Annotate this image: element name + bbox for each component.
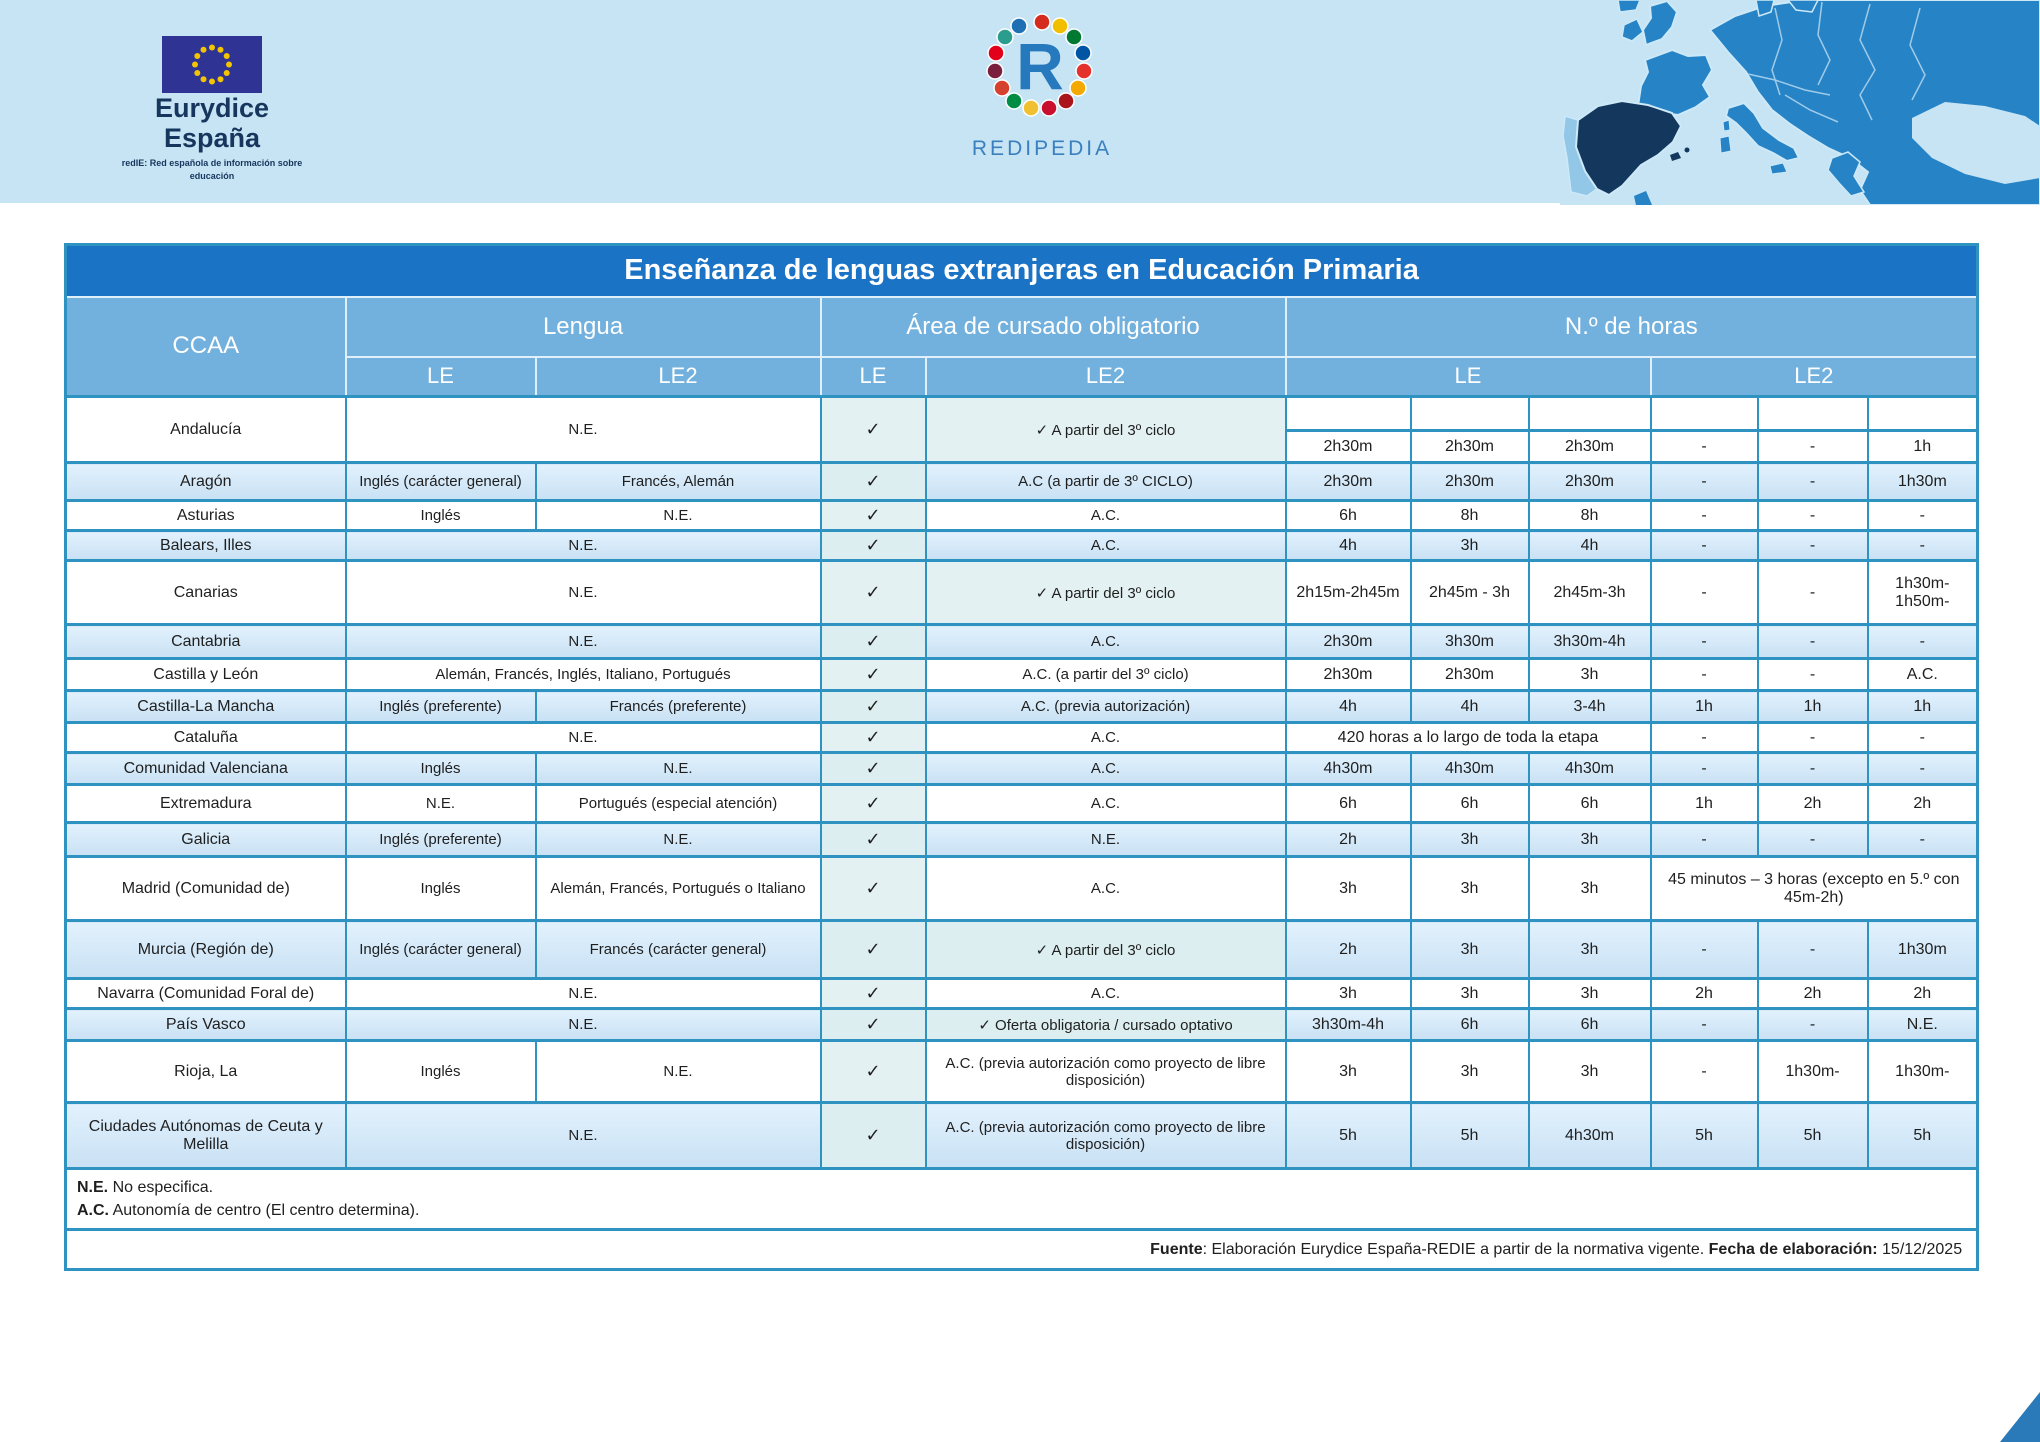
- lengua-le2-cell: Francés, Alemán: [536, 463, 821, 501]
- table-row: [66, 753, 1978, 785]
- area-le-check-cell: ✓: [821, 723, 926, 753]
- hours-cell: 6h: [1529, 785, 1651, 823]
- hours-cell: 2h45m-3h: [1529, 561, 1651, 625]
- area-le2-cell: A.C.: [926, 785, 1286, 823]
- redipedia-logo: [942, 6, 1142, 161]
- group-header-horas: N.º de horas: [1286, 297, 1978, 357]
- ccaa-cell: País Vasco: [66, 1009, 346, 1041]
- hours-cell: -: [1758, 463, 1868, 501]
- area-le-check-cell: ✓: [821, 531, 926, 561]
- hours-cell: 3h: [1286, 979, 1411, 1009]
- ccaa-cell: Cataluña: [66, 723, 346, 753]
- hours-cell: 2h30m: [1286, 625, 1411, 659]
- lengua-le-cell: Inglés: [346, 1041, 536, 1103]
- hours-cell: 8h: [1529, 501, 1651, 531]
- hours-cell: 4h30m: [1411, 753, 1529, 785]
- hours-cell: -: [1868, 823, 1978, 857]
- hours-cell: -: [1651, 753, 1758, 785]
- hours-cell: -: [1868, 625, 1978, 659]
- redipedia-label: REDIPEDIA: [971, 137, 1113, 160]
- area-le2-cell: A.C.: [926, 625, 1286, 659]
- eurydice-logo: [112, 36, 312, 182]
- table-row: [66, 1041, 1978, 1103]
- hours-cell: 5h: [1868, 1103, 1978, 1169]
- note-line: A.C. Autonomía de centro (El centro determina).: [77, 1202, 420, 1220]
- hours-cell: -: [1651, 625, 1758, 659]
- hours-cell: 3h: [1411, 921, 1529, 979]
- ccaa-cell: Asturias: [66, 501, 346, 531]
- ccaa-cell: Aragón: [66, 463, 346, 501]
- area-le2-cell: ✓ A partir del 3º ciclo: [926, 397, 1286, 463]
- lengua-le2-cell: N.E.: [536, 823, 821, 857]
- table-row: [66, 397, 1978, 431]
- lengua-merged-cell: N.E.: [346, 531, 821, 561]
- hours-cell: N.E.: [1868, 1009, 1978, 1041]
- hours-cell: 8h: [1411, 501, 1529, 531]
- table-row: [66, 1103, 1978, 1169]
- hours-cell: 1h: [1758, 691, 1868, 723]
- table-row: [66, 463, 1978, 501]
- eurydice-caption: redIE: Red española de información sobre educación: [121, 158, 303, 181]
- hours-cell: -: [1651, 659, 1758, 691]
- hours-cell: 2h: [1651, 979, 1758, 1009]
- table-row: [66, 979, 1978, 1009]
- table-row: [66, 501, 1978, 531]
- ccaa-cell: Cantabria: [66, 625, 346, 659]
- area-le2-cell: A.C. (a partir del 3º ciclo): [926, 659, 1286, 691]
- ccaa-cell: Comunidad Valenciana: [66, 753, 346, 785]
- area-le2-cell: ✓ A partir del 3º ciclo: [926, 561, 1286, 625]
- hours-cell: 1h: [1868, 691, 1978, 723]
- hours-cell: 2h30m: [1286, 463, 1411, 501]
- eurydice-title-line2: España: [163, 123, 261, 154]
- hours-cell: 6h: [1411, 1009, 1529, 1041]
- hours-cell: 1h: [1868, 431, 1978, 463]
- lengua-le-cell: Inglés: [346, 753, 536, 785]
- hours-cell: 6h: [1529, 1009, 1651, 1041]
- hours-cell: 3h30m-4h: [1286, 1009, 1411, 1041]
- note-line: N.E. No especifica.: [77, 1179, 214, 1196]
- ccaa-cell: Canarias: [66, 561, 346, 625]
- hours-cell: 4h30m: [1529, 753, 1651, 785]
- eurydice-title-line1: Eurydice: [154, 93, 270, 123]
- hours-cell: 2h45m - 3h: [1411, 561, 1529, 625]
- sub-header-lengua-le2: LE2: [536, 357, 821, 397]
- hours-cell: -: [1758, 723, 1868, 753]
- area-le2-cell: A.C. (previa autorización como proyecto de libre disposición): [926, 1041, 1286, 1103]
- hours-cell: -: [1758, 1009, 1868, 1041]
- group-header-lengua: Lengua: [346, 297, 821, 357]
- hours-le2-merged-cell: 45 minutos – 3 horas (excepto en 5.º con 45m-2h): [1651, 857, 1978, 921]
- hours-cell: 3h: [1411, 857, 1529, 921]
- lengua-le-cell: Inglés (preferente): [346, 691, 536, 723]
- ccaa-cell: Galicia: [66, 823, 346, 857]
- ccaa-cell: Extremadura: [66, 785, 346, 823]
- area-le2-cell: A.C.: [926, 531, 1286, 561]
- hours-cell: -: [1651, 531, 1758, 561]
- area-le2-cell: A.C.: [926, 979, 1286, 1009]
- hours-cell: 3h: [1411, 823, 1529, 857]
- hours-cell: -: [1651, 1041, 1758, 1103]
- sub-header-horas-le: LE: [1286, 357, 1651, 397]
- area-le2-cell: A.C. (previa autorización como proyecto de libre disposición): [926, 1103, 1286, 1169]
- hours-cell: 2h30m: [1529, 463, 1651, 501]
- ccaa-cell: Ciudades Autónomas de Ceuta y Melilla: [66, 1103, 346, 1169]
- area-le-check-cell: ✓: [821, 561, 926, 625]
- lengua-le2-cell: Alemán, Francés, Portugués o Italiano: [536, 857, 821, 921]
- hours-cell: 3h: [1286, 857, 1411, 921]
- area-le2-cell: A.C. (previa autorización): [926, 691, 1286, 723]
- ccaa-cell: Balears, Illes: [66, 531, 346, 561]
- ciclo-header-cell: 1º ciclo: [1651, 397, 1758, 431]
- col-header-ccaa: CCAA: [66, 297, 346, 397]
- area-le2-cell: A.C.: [926, 723, 1286, 753]
- hours-cell: 3h30m-4h: [1529, 625, 1651, 659]
- hours-cell: -: [1651, 823, 1758, 857]
- hours-cell: A.C.: [1868, 659, 1978, 691]
- hours-cell: 3h30m: [1411, 625, 1529, 659]
- ciclo-header-cell: 1º ciclo: [1286, 397, 1411, 431]
- europe-map-icon: [1560, 0, 2040, 205]
- lengua-le-cell: Inglés: [346, 857, 536, 921]
- hours-cell: 2h: [1868, 979, 1978, 1009]
- ccaa-cell: Castilla y León: [66, 659, 346, 691]
- table-row: [66, 857, 1978, 921]
- hours-cell: 3h: [1529, 857, 1651, 921]
- hours-cell: -: [1758, 531, 1868, 561]
- area-le-check-cell: ✓: [821, 691, 926, 723]
- area-le-check-cell: ✓: [821, 397, 926, 463]
- table-row: [66, 785, 1978, 823]
- hours-cell: -: [1651, 1009, 1758, 1041]
- hours-cell: 3h: [1411, 979, 1529, 1009]
- redipedia-ring-icon: [978, 6, 1106, 132]
- hours-cell: -: [1758, 501, 1868, 531]
- hours-cell: 2h30m: [1286, 659, 1411, 691]
- table-row: [66, 1009, 1978, 1041]
- hours-cell: 4h: [1529, 531, 1651, 561]
- hours-cell: -: [1651, 501, 1758, 531]
- hours-cell: -: [1758, 753, 1868, 785]
- area-le-check-cell: ✓: [821, 1041, 926, 1103]
- area-le2-cell: A.C.: [926, 753, 1286, 785]
- ccaa-cell: Andalucía: [66, 397, 346, 463]
- hours-cell: 5h: [1411, 1103, 1529, 1169]
- hours-cell: -: [1758, 561, 1868, 625]
- table-row: [66, 723, 1978, 753]
- corner-decoration: [2000, 1392, 2040, 1442]
- table-row: [66, 561, 1978, 625]
- area-le-check-cell: ✓: [821, 659, 926, 691]
- hours-cell: 2h15m-2h45m: [1286, 561, 1411, 625]
- hours-cell: 1h30m-: [1868, 1041, 1978, 1103]
- hours-cell: -: [1758, 431, 1868, 463]
- hours-cell: 2h30m: [1286, 431, 1411, 463]
- area-le2-cell: A.C (a partir de 3º CICLO): [926, 463, 1286, 501]
- lengua-merged-cell: N.E.: [346, 723, 821, 753]
- hours-cell: 2h30m: [1529, 431, 1651, 463]
- table-title: Enseñanza de lenguas extranjeras en Educación Primaria: [66, 245, 1978, 297]
- title-row: [66, 245, 1978, 297]
- hours-cell: -: [1868, 531, 1978, 561]
- hours-cell: 3h: [1411, 531, 1529, 561]
- sub-header-row: [66, 357, 1978, 397]
- hours-le-merged-cell: 420 horas a lo largo de toda la etapa: [1286, 723, 1651, 753]
- hours-cell: 3-4h: [1529, 691, 1651, 723]
- lengua-le-cell: Inglés (carácter general): [346, 463, 536, 501]
- lengua-merged-cell: N.E.: [346, 397, 821, 463]
- area-le-check-cell: ✓: [821, 921, 926, 979]
- hours-cell: 3h: [1529, 659, 1651, 691]
- sub-header-horas-le2: LE2: [1651, 357, 1978, 397]
- area-le-check-cell: ✓: [821, 501, 926, 531]
- source-cell: Fuente: Elaboración Eurydice España-REDIE a partir de la normativa vigente. Fecha de elaboración: 15/12/2025: [66, 1230, 1978, 1270]
- hours-cell: 3h: [1529, 921, 1651, 979]
- area-le-check-cell: ✓: [821, 823, 926, 857]
- hours-cell: 4h: [1286, 691, 1411, 723]
- lengua-le-cell: N.E.: [346, 785, 536, 823]
- table-row: [66, 823, 1978, 857]
- hours-cell: 4h: [1411, 691, 1529, 723]
- hours-cell: 2h: [1868, 785, 1978, 823]
- area-le2-cell: ✓ Oferta obligatoria / cursado optativo: [926, 1009, 1286, 1041]
- hours-cell: -: [1868, 723, 1978, 753]
- lengua-merged-cell: Alemán, Francés, Inglés, Italiano, Portugués: [346, 659, 821, 691]
- ciclo-header-cell: 3º ciclo: [1868, 397, 1978, 431]
- hours-cell: 5h: [1286, 1103, 1411, 1169]
- area-le-check-cell: ✓: [821, 979, 926, 1009]
- area-le2-cell: ✓ A partir del 3º ciclo: [926, 921, 1286, 979]
- hours-cell: 6h: [1411, 785, 1529, 823]
- notes-row: [66, 1169, 1978, 1230]
- ciclo-header-cell: 3º ciclo: [1529, 397, 1651, 431]
- hours-cell: 2h: [1286, 823, 1411, 857]
- hours-cell: 1h30m-: [1758, 1041, 1868, 1103]
- lengua-le-cell: Inglés (preferente): [346, 823, 536, 857]
- area-le-check-cell: ✓: [821, 753, 926, 785]
- ciclo-header-cell: 2º ciclo: [1411, 397, 1529, 431]
- hours-cell: -: [1868, 753, 1978, 785]
- hours-cell: 6h: [1286, 785, 1411, 823]
- svg-text:R: R: [1016, 29, 1064, 103]
- source-row: [66, 1230, 1978, 1270]
- hours-cell: -: [1651, 921, 1758, 979]
- lengua-merged-cell: N.E.: [346, 1009, 821, 1041]
- hours-cell: 4h: [1286, 531, 1411, 561]
- lengua-le2-cell: Francés (carácter general): [536, 921, 821, 979]
- hours-cell: 2h30m: [1411, 659, 1529, 691]
- area-le2-cell: A.C.: [926, 857, 1286, 921]
- ccaa-cell: Murcia (Región de): [66, 921, 346, 979]
- ccaa-cell: Navarra (Comunidad Foral de): [66, 979, 346, 1009]
- lengua-le2-cell: N.E.: [536, 501, 821, 531]
- lengua-merged-cell: N.E.: [346, 625, 821, 659]
- hours-cell: 5h: [1758, 1103, 1868, 1169]
- lengua-merged-cell: N.E.: [346, 979, 821, 1009]
- hours-cell: 1h: [1651, 785, 1758, 823]
- hours-cell: 2h: [1758, 785, 1868, 823]
- hours-cell: 3h: [1529, 823, 1651, 857]
- hours-cell: 3h: [1411, 1041, 1529, 1103]
- hours-cell: 2h30m: [1411, 463, 1529, 501]
- hours-cell: 4h30m: [1286, 753, 1411, 785]
- hours-cell: 3h: [1529, 979, 1651, 1009]
- hours-cell: 4h30m: [1529, 1103, 1651, 1169]
- sub-header-lengua-le: LE: [346, 357, 536, 397]
- hours-cell: -: [1651, 561, 1758, 625]
- hours-cell: 5h: [1651, 1103, 1758, 1169]
- lengua-le-cell: Inglés (carácter general): [346, 921, 536, 979]
- ccaa-cell: Castilla-La Mancha: [66, 691, 346, 723]
- lengua-merged-cell: N.E.: [346, 1103, 821, 1169]
- area-le-check-cell: ✓: [821, 785, 926, 823]
- group-header-area: Área de cursado obligatorio: [821, 297, 1286, 357]
- area-le-check-cell: ✓: [821, 625, 926, 659]
- hours-cell: -: [1758, 625, 1868, 659]
- hours-cell: 1h30m-1h50m-: [1868, 561, 1978, 625]
- ccaa-cell: Rioja, La: [66, 1041, 346, 1103]
- hours-cell: -: [1758, 921, 1868, 979]
- hours-cell: 1h30m: [1868, 921, 1978, 979]
- hours-cell: 2h: [1758, 979, 1868, 1009]
- hours-cell: 3h: [1286, 1041, 1411, 1103]
- hours-cell: -: [1651, 431, 1758, 463]
- table-row: [66, 659, 1978, 691]
- lengua-le2-cell: N.E.: [536, 1041, 821, 1103]
- sub-header-area-le2: LE2: [926, 357, 1286, 397]
- area-le-check-cell: ✓: [821, 1009, 926, 1041]
- hours-cell: 1h30m: [1868, 463, 1978, 501]
- eu-flag-icon: [162, 36, 262, 93]
- area-le-check-cell: ✓: [821, 1103, 926, 1169]
- lengua-le2-cell: Portugués (especial atención): [536, 785, 821, 823]
- lengua-merged-cell: N.E.: [346, 561, 821, 625]
- lengua-le2-cell: Francés (preferente): [536, 691, 821, 723]
- hours-cell: 2h: [1286, 921, 1411, 979]
- ccaa-cell: Madrid (Comunidad de): [66, 857, 346, 921]
- table-row: [66, 691, 1978, 723]
- area-le-check-cell: ✓: [821, 463, 926, 501]
- hours-cell: -: [1868, 501, 1978, 531]
- hours-cell: -: [1758, 823, 1868, 857]
- area-le2-cell: N.E.: [926, 823, 1286, 857]
- area-le-check-cell: ✓: [821, 857, 926, 921]
- hours-cell: 3h: [1529, 1041, 1651, 1103]
- hours-cell: -: [1651, 463, 1758, 501]
- lengua-le-cell: Inglés: [346, 501, 536, 531]
- table-row: [66, 531, 1978, 561]
- main-table: [64, 243, 1979, 1271]
- group-header-row: [66, 297, 1978, 357]
- table-row: [66, 625, 1978, 659]
- hours-cell: 6h: [1286, 501, 1411, 531]
- hours-cell: -: [1651, 723, 1758, 753]
- hours-cell: -: [1758, 659, 1868, 691]
- ciclo-header-cell: 2º ciclo: [1758, 397, 1868, 431]
- top-banner: [0, 0, 2040, 203]
- sub-header-area-le: LE: [821, 357, 926, 397]
- hours-cell: 2h30m: [1411, 431, 1529, 463]
- notes-cell: [66, 1169, 1978, 1230]
- lengua-le2-cell: N.E.: [536, 753, 821, 785]
- hours-cell: 1h: [1651, 691, 1758, 723]
- area-le2-cell: A.C.: [926, 501, 1286, 531]
- table-row: [66, 921, 1978, 979]
